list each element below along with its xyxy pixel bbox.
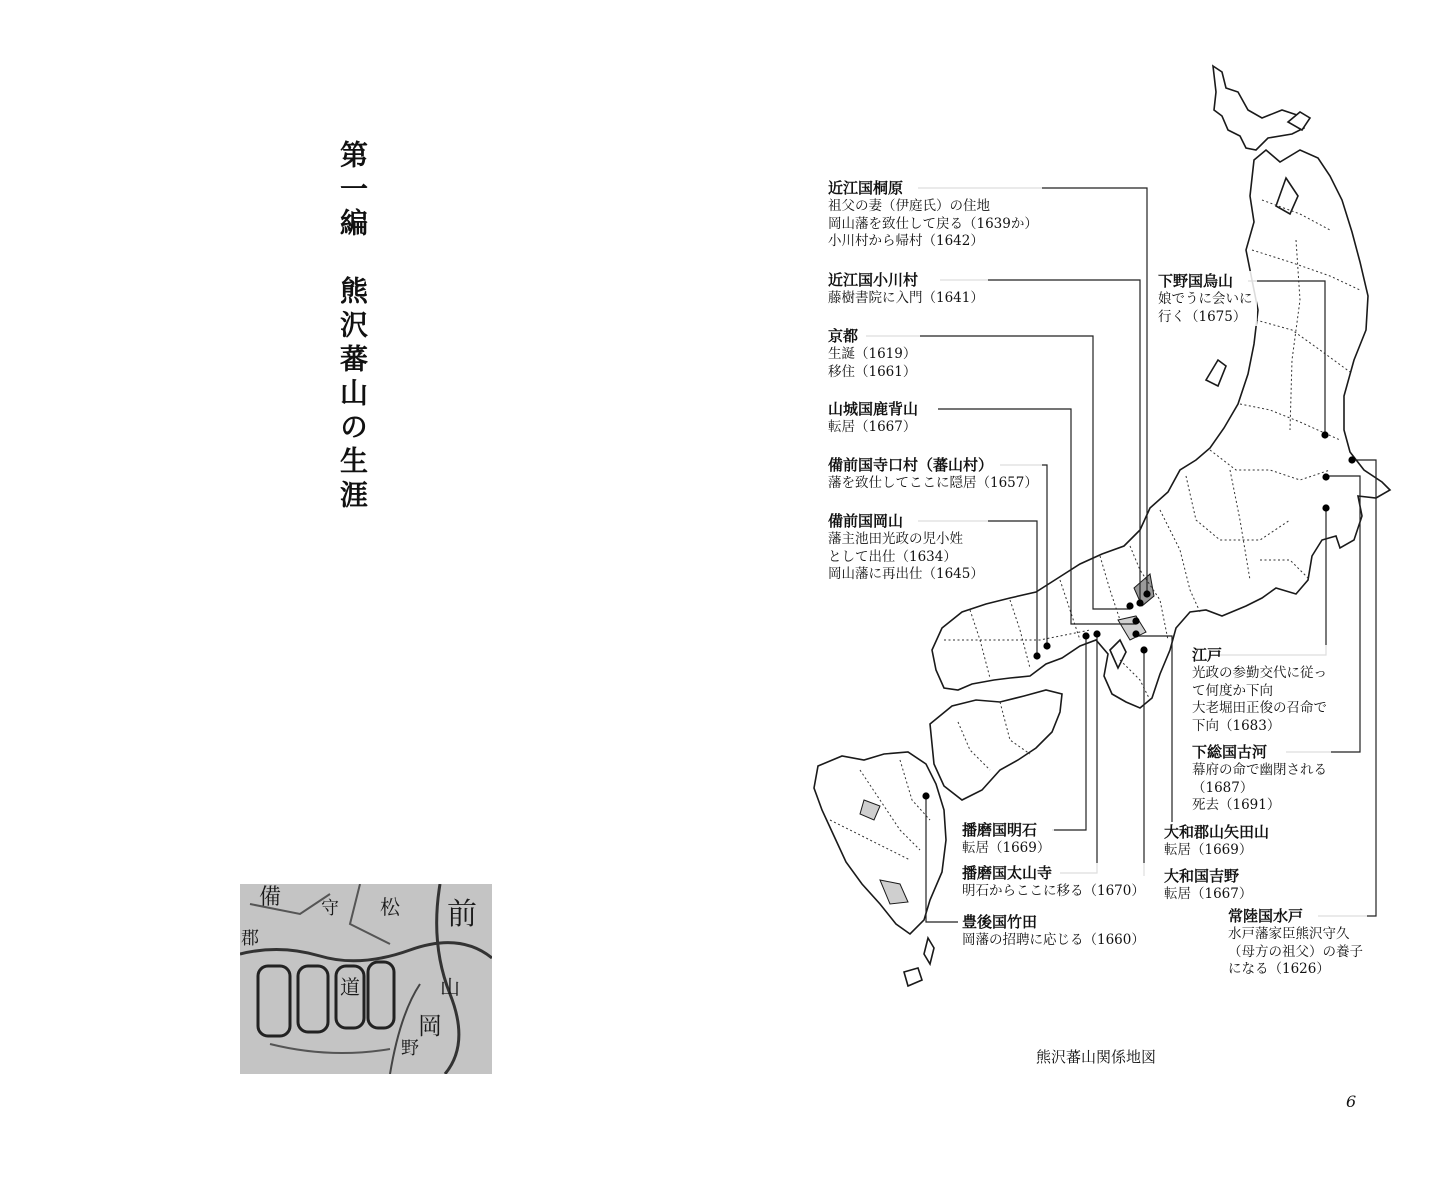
location-dot-bungo-taketa xyxy=(922,792,929,799)
old-map-char: 松 xyxy=(380,895,400,919)
place-name: 播磨国太山寺 xyxy=(962,864,1053,882)
event-line: 藤樹書院に入門（1641） xyxy=(828,290,984,306)
event-line: 転居（1669） xyxy=(1164,842,1253,858)
event-line: 転居（1667） xyxy=(828,419,917,435)
old-map-char: 野 xyxy=(401,1038,419,1059)
event-line: 祖父の妻（伊庭氏）の住地 xyxy=(828,198,990,214)
event-line: 藩主池田光政の児小姓 xyxy=(828,531,963,547)
leader-line-harima-taisanji xyxy=(1060,634,1097,873)
event-line: 岡山藩に再出仕（1645） xyxy=(828,566,984,583)
event-line: （1687） xyxy=(1192,779,1254,796)
place-name: 播磨国明石 xyxy=(962,821,1038,839)
map-label-omi-kirihara xyxy=(828,178,1042,251)
place-name: 大和国吉野 xyxy=(1164,867,1240,885)
place-name: 備前国寺口村（蕃山村） xyxy=(828,456,994,474)
place-name: 大和郡山矢田山 xyxy=(1164,823,1270,841)
place-name: 下野国烏山 xyxy=(1158,272,1234,290)
map-caption: 熊沢蕃山関係地図 xyxy=(1036,1048,1157,1066)
map-label-shimotsuke-karasuyama xyxy=(1158,271,1257,326)
location-dot-edo xyxy=(1322,504,1329,511)
place-name: 下総国古河 xyxy=(1192,743,1268,761)
place-name: 常陸国水戸 xyxy=(1228,907,1304,925)
hokkaido-outline xyxy=(1213,66,1304,150)
location-dot-yamato-yatayama xyxy=(1132,630,1139,637)
old-map-char: 岡 xyxy=(418,1012,442,1040)
event-line: 娘でうに会いに xyxy=(1158,291,1253,307)
event-line: 水戸藩家臣熊沢守久 xyxy=(1228,926,1350,942)
event-line: 死去（1691） xyxy=(1192,797,1281,814)
location-dot-bizen-teraguchi xyxy=(1043,642,1050,649)
leader-line-harima-akashi xyxy=(1052,636,1086,830)
place-name: 近江国小川村 xyxy=(828,271,919,289)
event-line: 岡藩の招聘に応じる（1660） xyxy=(962,932,1145,948)
old-map-char: 道 xyxy=(340,975,360,999)
event-line: 転居（1669） xyxy=(962,840,1051,856)
place-name: 山城国鹿背山 xyxy=(828,400,919,418)
location-dot-shimotsuke-karasuyama xyxy=(1321,431,1328,438)
map-label-harima-taisanji xyxy=(962,863,1149,901)
map-label-yamato-yatayama xyxy=(1164,822,1273,860)
event-line: 転居（1667） xyxy=(1164,886,1253,902)
location-dot-yamashiro-kasenoyama xyxy=(1132,617,1139,624)
event-line: になる（1626） xyxy=(1228,961,1330,978)
location-dot-kyoto xyxy=(1126,602,1133,609)
place-name: 豊後国竹田 xyxy=(962,913,1038,931)
old-map-char: 備 xyxy=(258,885,282,910)
map-label-harima-akashi xyxy=(962,820,1054,858)
old-map-char: 守 xyxy=(321,898,339,919)
place-name: 江戸 xyxy=(1192,646,1223,664)
old-map-char: 山 xyxy=(440,975,460,999)
event-line: 移住（1661） xyxy=(828,363,917,380)
event-line: 行く（1675） xyxy=(1158,308,1247,325)
map-label-omi-ogawa xyxy=(828,270,988,308)
event-line: として出仕（1634） xyxy=(828,548,957,565)
location-dot-omi-kirihara xyxy=(1143,590,1150,597)
event-line: 幕府の命で幽閉される xyxy=(1192,762,1327,778)
place-name: 備前国岡山 xyxy=(828,512,904,530)
map-label-kyoto xyxy=(828,326,920,381)
old-map-char: 前 xyxy=(447,897,477,932)
event-line: 小川村から帰村（1642） xyxy=(828,233,984,250)
location-dot-harima-taisanji xyxy=(1093,630,1100,637)
map-label-bizen-teraguchi xyxy=(828,455,1042,493)
event-line: 大老堀田正俊の召命で xyxy=(1192,700,1327,717)
place-name: 近江国桐原 xyxy=(828,179,904,197)
map-label-yamato-yoshino xyxy=(1164,866,1256,904)
location-dot-omi-ogawa xyxy=(1136,599,1143,606)
map-label-bungo-taketa xyxy=(962,912,1149,950)
event-line: 岡山藩を致仕して戻る（1639か） xyxy=(828,215,1038,232)
event-line: 下向（1683） xyxy=(1192,717,1281,734)
map-label-shimousa-koga xyxy=(1192,742,1331,815)
location-dot-shimousa-koga xyxy=(1322,473,1329,480)
chapter-title: 第一編 熊沢蕃山の生涯 xyxy=(336,140,369,514)
shikoku-outline xyxy=(930,690,1062,800)
page-number: 6 xyxy=(1346,1092,1357,1111)
location-dot-bizen-okayama xyxy=(1033,652,1040,659)
map-label-bizen-okayama xyxy=(828,511,988,584)
event-line: （母方の祖父）の養子 xyxy=(1228,943,1363,960)
event-line: て何度か下向 xyxy=(1192,682,1273,699)
location-dot-harima-akashi xyxy=(1082,632,1089,639)
event-line: 生誕（1619） xyxy=(828,346,917,362)
event-line: 明石からここに移る（1670） xyxy=(962,883,1145,899)
location-dot-hitachi-mito xyxy=(1348,456,1355,463)
event-line: 藩を致仕してここに隠居（1657） xyxy=(828,475,1038,491)
place-name: 京都 xyxy=(828,327,859,345)
location-dot-yamato-yoshino xyxy=(1140,646,1147,653)
map-label-edo xyxy=(1192,645,1331,735)
event-line: 光政の参勤交代に従っ xyxy=(1192,665,1327,681)
map-label-yamashiro-kasenoyama xyxy=(828,399,922,437)
old-map-char: 郡 xyxy=(241,928,259,949)
map-label-hitachi-mito xyxy=(1228,906,1367,979)
